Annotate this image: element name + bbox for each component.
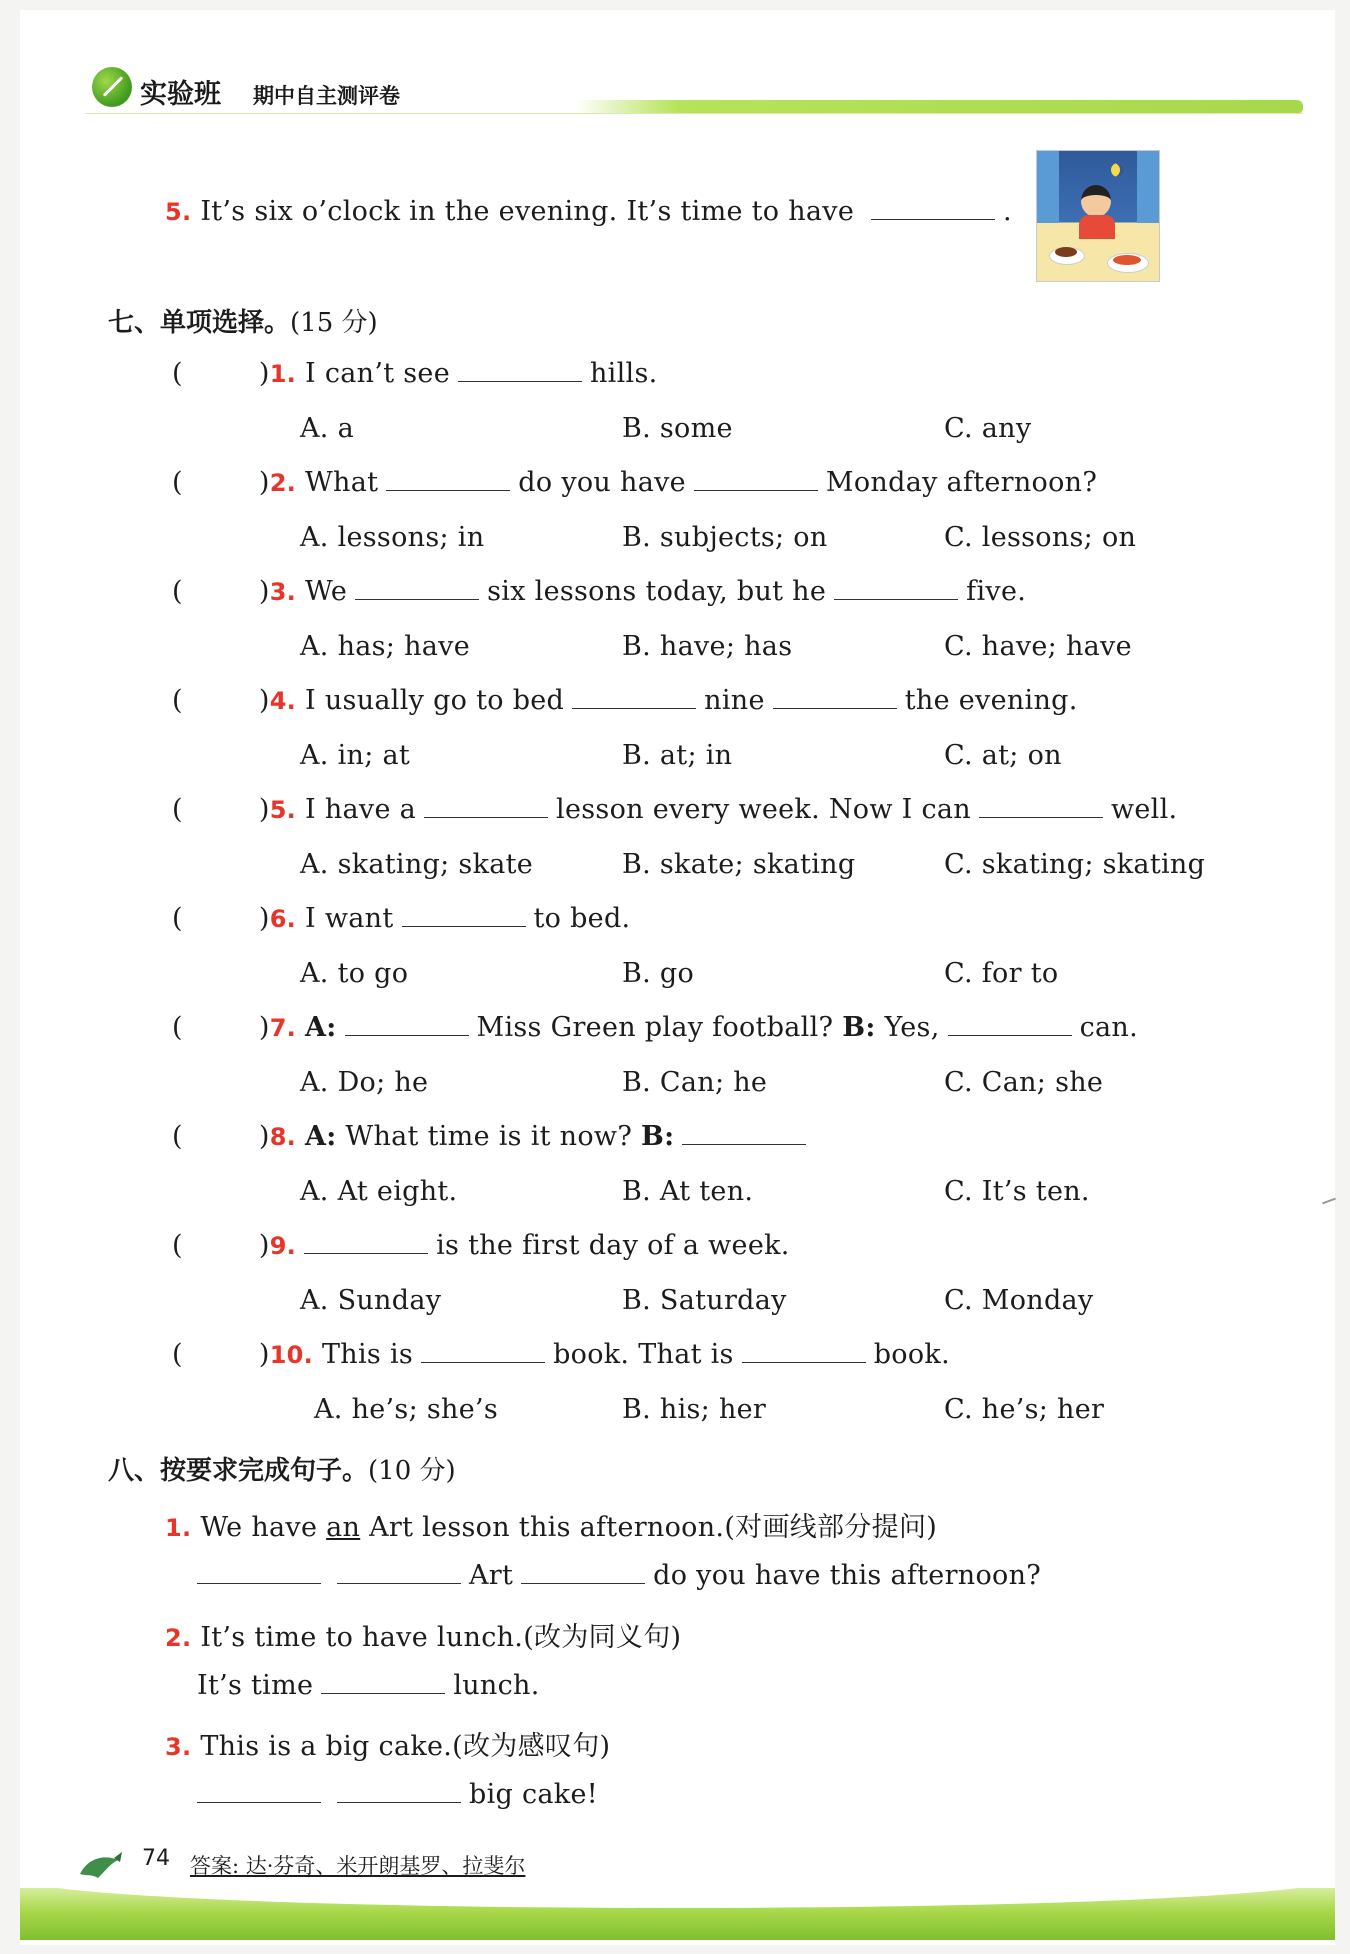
question-text: What time is it now? xyxy=(345,1121,633,1152)
answer-blank[interactable] xyxy=(345,1013,469,1036)
girl-head xyxy=(1081,185,1111,217)
answer-paren-close: ) xyxy=(258,1012,270,1043)
option-c[interactable]: C. Can; she xyxy=(944,1067,1104,1098)
answer-blank[interactable] xyxy=(386,468,510,491)
mc-question-4 xyxy=(172,685,1078,716)
option-a[interactable]: A. Sunday xyxy=(300,1285,442,1316)
option-a[interactable]: A. a xyxy=(300,413,354,444)
answer-blank[interactable] xyxy=(321,1671,445,1694)
option-c[interactable]: C. at; on xyxy=(944,740,1062,771)
option-b[interactable]: B. at; in xyxy=(622,740,733,771)
instruction: (改为同义句) xyxy=(523,1622,682,1653)
mc-question-3 xyxy=(172,576,1026,607)
section-8-heading xyxy=(108,1450,456,1487)
speaker-a-label: A: xyxy=(305,1121,337,1152)
section-7-heading xyxy=(108,302,378,339)
answer-text: lunch. xyxy=(453,1670,540,1701)
moon-icon xyxy=(1111,163,1125,177)
food-right xyxy=(1113,255,1141,265)
curtain-right xyxy=(1137,151,1159,223)
answer-paren-open: ( xyxy=(172,1012,183,1043)
section-points: (10 分) xyxy=(368,1456,456,1486)
rewrite-question-2 xyxy=(165,1615,681,1654)
answer-text: do you have this afternoon? xyxy=(653,1560,1042,1591)
question-text: I usually go to bed xyxy=(305,685,565,716)
question-text: is the first day of a week. xyxy=(436,1230,790,1261)
answer-blank[interactable] xyxy=(694,468,818,491)
answer-blank[interactable] xyxy=(355,577,479,600)
answer-paren-close: ) xyxy=(258,685,270,716)
answer-paren-close: ) xyxy=(258,358,270,389)
answer-blank[interactable] xyxy=(421,1340,545,1363)
answer-paren-open: ( xyxy=(172,903,183,934)
question-number: 9. xyxy=(269,1232,297,1260)
question-text: do you have xyxy=(518,467,686,498)
mc-question-1 xyxy=(172,358,658,389)
option-c[interactable]: C. for to xyxy=(944,958,1059,989)
question-number: 7. xyxy=(269,1014,297,1042)
answer-blank[interactable] xyxy=(197,1561,321,1584)
answer-box[interactable] xyxy=(191,360,251,382)
answer-blank[interactable] xyxy=(773,686,897,709)
instruction: (改为感叹句) xyxy=(452,1731,611,1762)
option-c[interactable]: C. Monday xyxy=(944,1285,1094,1316)
question-text: to bed. xyxy=(533,903,631,934)
question-number: 2. xyxy=(269,469,297,497)
option-b[interactable]: B. go xyxy=(622,958,695,989)
speaker-b-label: B: xyxy=(842,1012,876,1043)
rewrite-answer-1 xyxy=(197,1560,1041,1591)
instruction: (对画线部分提问) xyxy=(724,1512,938,1543)
question-number: 5. xyxy=(165,198,192,226)
option-a[interactable]: A. to go xyxy=(300,958,409,989)
option-a[interactable]: A. has; have xyxy=(300,631,471,662)
rewrite-answer-2 xyxy=(197,1670,540,1701)
answer-blank[interactable] xyxy=(197,1780,321,1803)
question-text: It’s six o’clock in the evening. It’s time to have xyxy=(200,196,855,227)
answer-paren-close: ) xyxy=(258,794,270,825)
food-left xyxy=(1055,247,1077,257)
answer-paren-close: ) xyxy=(258,1339,270,1370)
answer-blank[interactable] xyxy=(521,1561,645,1584)
answer-paren-open: ( xyxy=(172,358,183,389)
answer-paren-open: ( xyxy=(172,685,183,716)
answer-paren-close: ) xyxy=(258,467,270,498)
section-title: 七、单项选择。 xyxy=(108,308,291,338)
question-text: five. xyxy=(966,576,1027,607)
answer-box[interactable] xyxy=(191,1232,251,1254)
question-text: the evening. xyxy=(904,685,1078,716)
question-text: Monday afternoon? xyxy=(825,467,1098,498)
answer-box[interactable] xyxy=(191,905,251,927)
rewrite-question-1 xyxy=(165,1505,937,1544)
curtain-left xyxy=(1037,151,1059,223)
mc-question-5 xyxy=(172,794,1177,825)
speaker-a-label: A: xyxy=(305,1012,337,1043)
answer-paren-open: ( xyxy=(172,467,183,498)
rewrite-question-3 xyxy=(165,1724,610,1763)
question-number: 1. xyxy=(165,1514,192,1542)
option-a[interactable]: A. lessons; in xyxy=(300,522,485,553)
question-text: hills. xyxy=(589,358,658,389)
option-a[interactable]: A. he’s; she’s xyxy=(314,1394,499,1425)
speaker-b-label: B: xyxy=(641,1121,675,1152)
question-text-end: . xyxy=(1003,196,1012,227)
mc-question-10 xyxy=(172,1339,950,1370)
answer-blank[interactable] xyxy=(402,904,526,927)
mc-question-9 xyxy=(172,1230,790,1261)
girl-body xyxy=(1079,215,1115,241)
answer-box[interactable] xyxy=(191,1341,251,1363)
fish-icon xyxy=(78,1852,122,1882)
answer-box[interactable] xyxy=(191,1014,251,1036)
section-title: 八、按要求完成句子。 xyxy=(108,1456,369,1486)
answer-paren-open: ( xyxy=(172,1121,183,1152)
question-number: 10. xyxy=(269,1341,314,1369)
answer-paren-close: ) xyxy=(258,903,270,934)
answer-paren-open: ( xyxy=(172,1339,183,1370)
question-text: six lessons today, but he xyxy=(487,576,827,607)
mc-question-7 xyxy=(172,1012,1138,1043)
question-text: well. xyxy=(1110,794,1178,825)
answer-box[interactable] xyxy=(191,796,251,818)
answer-paren-open: ( xyxy=(172,1230,183,1261)
answer-box[interactable] xyxy=(191,469,251,491)
question-text: It’s time to have lunch. xyxy=(200,1622,524,1653)
option-b[interactable]: B. subjects; on xyxy=(622,522,828,553)
answer-blank[interactable] xyxy=(337,1780,461,1803)
question-text: Art lesson this afternoon. xyxy=(360,1512,725,1543)
answer-blank[interactable] xyxy=(424,795,548,818)
option-a[interactable]: A. Do; he xyxy=(300,1067,429,1098)
header-divider xyxy=(85,113,1303,114)
answer-box[interactable] xyxy=(191,578,251,600)
answer-paren-close: ) xyxy=(258,576,270,607)
answer-blank[interactable] xyxy=(871,197,995,220)
question-text: This is xyxy=(322,1339,414,1370)
answer-paren-close: ) xyxy=(258,1230,270,1261)
option-c[interactable]: C. skating; skating xyxy=(944,849,1206,880)
answer-paren-open: ( xyxy=(172,794,183,825)
answer-blank[interactable] xyxy=(948,1013,1072,1036)
answer-text: big cake! xyxy=(469,1779,598,1810)
question-number: 2. xyxy=(165,1624,192,1652)
page-number: 74 xyxy=(142,1846,170,1871)
question-number: 3. xyxy=(165,1733,192,1761)
question-text: Miss Green play football? xyxy=(476,1012,834,1043)
header-title: 期中自主测评卷 xyxy=(253,84,400,108)
question-number: 5. xyxy=(269,796,297,824)
answer-box[interactable] xyxy=(191,1123,251,1145)
option-b[interactable]: B. At ten. xyxy=(622,1176,754,1207)
option-b[interactable]: B. his; her xyxy=(622,1394,767,1425)
answer-paren-close: ) xyxy=(258,1121,270,1152)
header-decor-bar xyxy=(575,100,1303,114)
question-number: 3. xyxy=(269,578,297,606)
option-c[interactable]: C. any xyxy=(944,413,1032,444)
footer-answer: 答案: 达·芬奇、米开朗基罗、拉斐尔 xyxy=(190,1854,526,1878)
answer-blank[interactable] xyxy=(834,577,958,600)
option-b[interactable]: B. have; has xyxy=(622,631,793,662)
answer-blank[interactable] xyxy=(742,1340,866,1363)
question-number: 1. xyxy=(269,360,297,388)
fill-question-5 xyxy=(165,196,1012,227)
question-text: can. xyxy=(1079,1012,1138,1043)
option-c[interactable]: C. have; have xyxy=(944,631,1132,662)
girl-eating-dinner-illustration xyxy=(1036,150,1160,282)
option-a[interactable]: A. skating; skate xyxy=(300,849,534,880)
header-brand: 实验班 xyxy=(140,79,221,110)
underlined-word: an xyxy=(326,1512,361,1543)
option-c[interactable]: C. he’s; her xyxy=(944,1394,1105,1425)
question-number: 4. xyxy=(269,687,297,715)
option-b[interactable]: B. Can; he xyxy=(622,1067,768,1098)
question-text: I can’t see xyxy=(305,358,450,389)
question-text: lesson every week. Now I can xyxy=(556,794,971,825)
option-a[interactable]: A. At eight. xyxy=(300,1176,458,1207)
question-text: We have xyxy=(200,1512,327,1543)
question-text: book. That is xyxy=(553,1339,734,1370)
option-b[interactable]: B. some xyxy=(622,413,733,444)
answer-blank[interactable] xyxy=(458,359,582,382)
option-c[interactable]: C. lessons; on xyxy=(944,522,1137,553)
rewrite-answer-3 xyxy=(197,1779,598,1810)
leaf-logo-icon xyxy=(92,67,132,107)
question-text: What xyxy=(305,467,379,498)
option-b[interactable]: B. Saturday xyxy=(622,1285,787,1316)
mc-question-6 xyxy=(172,903,630,934)
question-text: This is a big cake. xyxy=(200,1731,453,1762)
question-text: I have a xyxy=(305,794,417,825)
question-text: I want xyxy=(305,903,394,934)
question-text: book. xyxy=(873,1339,950,1370)
section-points: (15 分) xyxy=(290,308,378,338)
answer-box[interactable] xyxy=(191,687,251,709)
answer-blank[interactable] xyxy=(682,1122,806,1145)
mc-question-2 xyxy=(172,467,1097,498)
option-a[interactable]: A. in; at xyxy=(300,740,411,771)
answer-paren-open: ( xyxy=(172,576,183,607)
option-c[interactable]: C. It’s ten. xyxy=(944,1176,1090,1207)
question-text: nine xyxy=(704,685,765,716)
answer-blank[interactable] xyxy=(572,686,696,709)
answer-blank[interactable] xyxy=(304,1231,428,1254)
answer-text: It’s time xyxy=(197,1670,314,1701)
question-number: 6. xyxy=(269,905,297,933)
answer-text: Art xyxy=(469,1560,514,1591)
option-b[interactable]: B. skate; skating xyxy=(622,849,856,880)
mc-question-8 xyxy=(172,1121,814,1152)
answer-blank[interactable] xyxy=(979,795,1103,818)
question-number: 8. xyxy=(269,1123,297,1151)
question-text: We xyxy=(305,576,348,607)
question-text: Yes, xyxy=(884,1012,940,1043)
answer-blank[interactable] xyxy=(337,1561,461,1584)
